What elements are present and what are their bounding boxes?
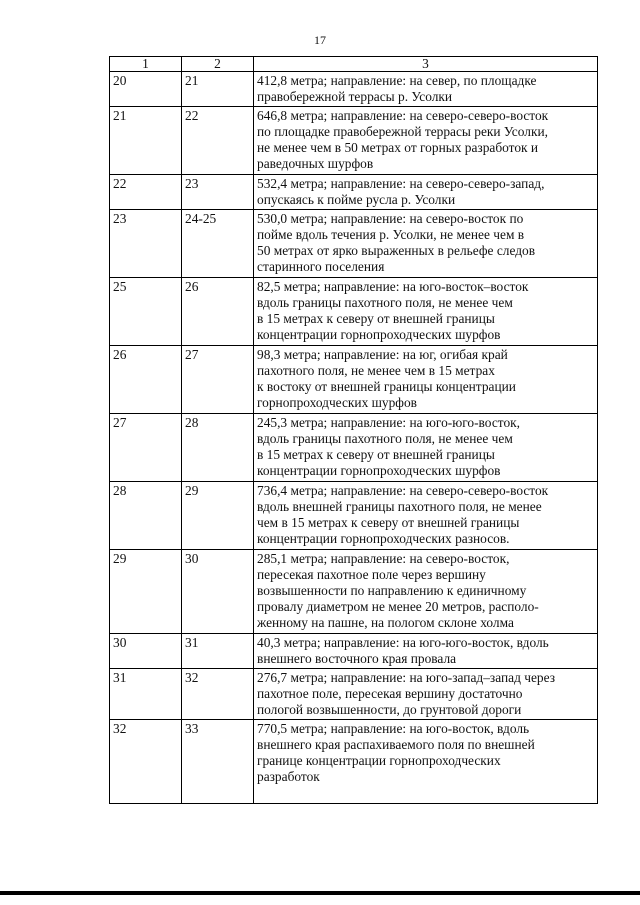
table-row <box>110 175 598 210</box>
description-line: 40,3 метра; направление: на юго-юго-восток, вдоль <box>257 635 549 650</box>
description-line: правобережной террасы р. Усолки <box>257 89 453 104</box>
segment-description-cell <box>254 107 598 175</box>
segment-description-cell <box>254 720 598 804</box>
point-to-cell: 21 <box>182 72 254 107</box>
description-line: старинного поселения <box>257 259 385 274</box>
description-line: провалу диаметром не менее 20 метров, располо- <box>257 599 539 614</box>
point-from-cell: 28 <box>110 482 182 550</box>
segment-description-cell <box>254 482 598 550</box>
point-from-cell: 23 <box>110 210 182 278</box>
segment-description-cell <box>254 72 598 107</box>
description-line: 646,8 метра; направление: на северо-северо-восток <box>257 108 549 123</box>
description-line: 82,5 метра; направление: на юго-восток–восток <box>257 279 529 294</box>
table-row <box>110 210 598 278</box>
description-line: концентрации горнопроходческих шурфов <box>257 327 501 342</box>
segment-description-cell <box>254 414 598 482</box>
column-header-to: 2 <box>182 57 254 72</box>
segment-description-cell <box>254 278 598 346</box>
description-line: концентрации горнопроходческих шурфов <box>257 463 501 478</box>
description-line: пахотного поля, не менее чем в 15 метрах <box>257 363 495 378</box>
description-line: концентрации горнопроходческих разносов. <box>257 531 510 546</box>
column-header-description: 3 <box>254 57 598 72</box>
description-line: 532,4 метра; направление: на северо-северо-запад, <box>257 176 545 191</box>
table-row <box>110 107 598 175</box>
point-from-cell: 30 <box>110 634 182 669</box>
point-to-cell: 26 <box>182 278 254 346</box>
description-line: женному на пашне, на пологом склоне холма <box>257 615 514 630</box>
description-line: пологой возвышенности, до грунтовой дороги <box>257 702 522 717</box>
point-to-cell: 28 <box>182 414 254 482</box>
description-line: раведочных шурфов <box>257 156 374 171</box>
segment-description-cell <box>254 550 598 634</box>
description-line: пахотное поле, пересекая вершину достаточно <box>257 686 523 701</box>
segment-description-cell <box>254 210 598 278</box>
description-line: не менее чем в 50 метрах от горных разработок и <box>257 140 539 155</box>
page-number: 17 <box>314 33 326 47</box>
table-body <box>110 72 598 804</box>
point-from-cell: 32 <box>110 720 182 804</box>
point-from-cell: 29 <box>110 550 182 634</box>
description-line: 50 метрах от ярко выраженных в рельефе следов <box>257 243 536 258</box>
description-line: вдоль границы пахотного поля, не менее чем <box>257 295 513 310</box>
description-line: 770,5 метра; направление: на юго-восток, вдоль <box>257 721 530 736</box>
table-row <box>110 634 598 669</box>
description-line: 412,8 метра; направление: на север, по площадке <box>257 73 537 88</box>
table-row <box>110 550 598 634</box>
description-line: вдоль внешней границы пахотного поля, не менее <box>257 499 542 514</box>
description-line: 276,7 метра; направление: на юго-запад–запад через <box>257 670 556 685</box>
description-line: 736,4 метра; направление: на северо-северо-восток <box>257 483 549 498</box>
description-line: по площадке правобережной террасы реки Усолки, <box>257 124 548 139</box>
column-header-from: 1 <box>110 57 182 72</box>
description-line: 285,1 метра; направление: на северо-восток, <box>257 551 510 566</box>
point-to-cell: 22 <box>182 107 254 175</box>
description-line: 98,3 метра; направление: на юг, огибая край <box>257 347 508 362</box>
description-line: границе концентрации горнопроходческих <box>257 753 501 768</box>
description-line: 530,0 метра; направление: на северо-восток по <box>257 211 524 226</box>
description-line: чем в 15 метрах к северу от внешней границы <box>257 515 520 530</box>
boundary-table <box>109 56 598 804</box>
description-line: опускаясь к пойме русла р. Усолки <box>257 192 456 207</box>
description-line: горнопроходческих шурфов <box>257 395 418 410</box>
description-line: разработок <box>257 769 320 784</box>
table-row <box>110 72 598 107</box>
table-header-row <box>110 57 598 72</box>
point-from-cell: 27 <box>110 414 182 482</box>
point-from-cell: 26 <box>110 346 182 414</box>
segment-description-cell <box>254 346 598 414</box>
point-to-cell: 29 <box>182 482 254 550</box>
description-line: к востоку от внешней границы концентрации <box>257 379 516 394</box>
point-to-cell: 31 <box>182 634 254 669</box>
description-line: возвышенности по направлению к единичному <box>257 583 527 598</box>
point-from-cell: 25 <box>110 278 182 346</box>
bottom-rule <box>0 891 640 895</box>
description-line: внешнего края распахиваемого поля по внешней <box>257 737 535 752</box>
table-row <box>110 720 598 804</box>
segment-description-cell <box>254 634 598 669</box>
point-from-cell: 20 <box>110 72 182 107</box>
point-from-cell: 31 <box>110 669 182 720</box>
table-row <box>110 278 598 346</box>
description-line: 245,3 метра; направление: на юго-юго-восток, <box>257 415 520 430</box>
point-from-cell: 21 <box>110 107 182 175</box>
table-row <box>110 482 598 550</box>
point-to-cell: 27 <box>182 346 254 414</box>
description-line: внешнего восточного края провала <box>257 651 457 666</box>
description-line: в 15 метрах к северу от внешней границы <box>257 447 495 462</box>
point-to-cell: 32 <box>182 669 254 720</box>
point-to-cell: 23 <box>182 175 254 210</box>
table-row <box>110 346 598 414</box>
point-from-cell: 22 <box>110 175 182 210</box>
point-to-cell: 30 <box>182 550 254 634</box>
description-line: вдоль границы пахотного поля, не менее чем <box>257 431 513 446</box>
description-line: в 15 метрах к северу от внешней границы <box>257 311 495 326</box>
segment-description-cell <box>254 175 598 210</box>
description-line: пойме вдоль течения р. Усолки, не менее чем в <box>257 227 525 242</box>
table-row <box>110 669 598 720</box>
description-line: пересекая пахотное поле через вершину <box>257 567 486 582</box>
point-to-cell: 33 <box>182 720 254 804</box>
segment-description-cell <box>254 669 598 720</box>
point-to-cell: 24-25 <box>182 210 254 278</box>
table-row <box>110 414 598 482</box>
